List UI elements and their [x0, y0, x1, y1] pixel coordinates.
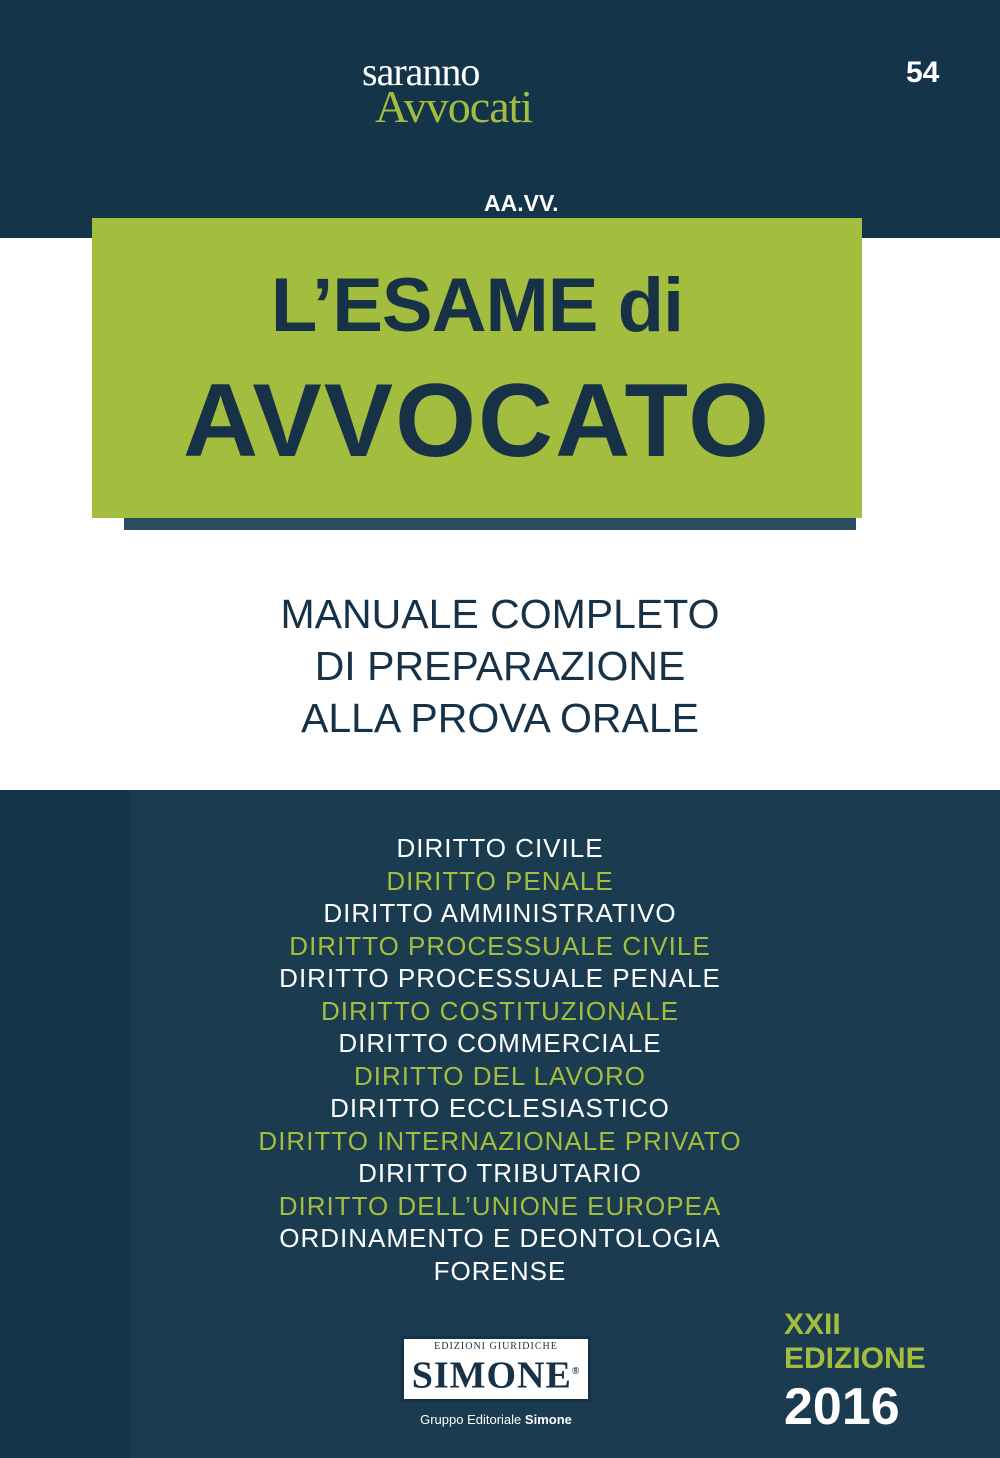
subject-item: DIRITTO COMMERCIALE — [338, 1028, 662, 1058]
publisher-logo — [401, 1336, 592, 1402]
subject-item: ORDINAMENTO E DEONTOLOGIA — [279, 1223, 721, 1253]
edition-block — [784, 1308, 944, 1436]
authors: AA.VV. — [484, 190, 559, 216]
publisher-block — [385, 1336, 607, 1428]
subject-item: DIRITTO CIVILE — [396, 833, 604, 863]
subject-item: DIRITTO ECCLESIASTICO — [330, 1093, 670, 1123]
subtitle — [100, 588, 900, 744]
series-number: 54 — [906, 56, 940, 89]
title-shadow — [124, 518, 856, 530]
subject-item: DIRITTO INTERNAZIONALE PRIVATO — [258, 1125, 742, 1156]
publisher-logo-main: SIMONE — [411, 1354, 572, 1397]
series-name-line1: saranno — [362, 49, 480, 94]
subject-item: DIRITTO COSTITUZIONALE — [320, 995, 680, 1026]
subject-item: DIRITTO PROCESSUALE PENALE — [279, 963, 721, 993]
title-box — [92, 218, 862, 518]
edition-year: 2016 — [784, 1378, 900, 1436]
subtitle-line: DI PREPARAZIONE — [314, 643, 686, 689]
subtitle-line: ALLA PROVA ORALE — [300, 695, 700, 741]
subject-item: DIRITTO PROCESSUALE CIVILE — [289, 930, 711, 961]
registered-mark: ® — [571, 1366, 581, 1377]
edition-number: XXII — [784, 1308, 841, 1341]
series-name-line2: Avvocati — [375, 81, 533, 132]
subject-item: FORENSE — [433, 1255, 567, 1286]
subject-item: DIRITTO DELL’UNIONE EUROPEA — [278, 1190, 722, 1221]
publisher-logo-name — [412, 1353, 581, 1395]
publisher-group-name: Simone — [524, 1411, 572, 1427]
subject-item: DIRITTO DEL LAVORO — [353, 1060, 646, 1091]
edition-label: EDIZIONE — [784, 1342, 926, 1375]
publisher-group — [385, 1412, 607, 1428]
subject-item: DIRITTO PENALE — [386, 865, 614, 896]
subject-item: DIRITTO TRIBUTARIO — [358, 1158, 642, 1188]
title-line1: L’ESAME di — [270, 263, 684, 348]
title-line2: AVVOCATO — [182, 363, 772, 479]
subtitle-line: MANUALE COMPLETO — [280, 591, 720, 637]
subjects-list — [130, 832, 870, 1287]
subject-item: DIRITTO AMMINISTRATIVO — [323, 898, 677, 928]
publisher-logo-top: EDIZIONI GIURIDICHE — [434, 1341, 558, 1352]
publisher-group-prefix: Gruppo Editoriale — [420, 1411, 522, 1427]
